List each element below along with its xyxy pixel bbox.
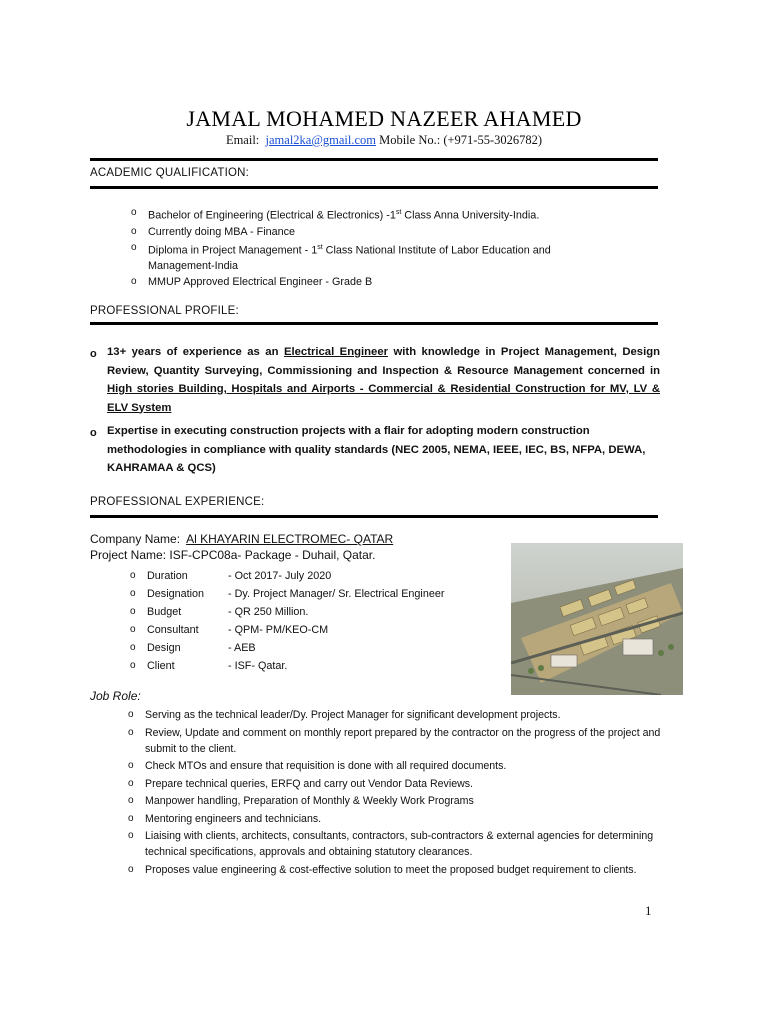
section-rule <box>90 515 658 518</box>
company-label: Company Name: <box>90 532 181 546</box>
list-item: o Mentoring engineers and technicians. <box>128 812 322 825</box>
email-link[interactable]: jamal2ka@gmail.com <box>265 133 376 147</box>
section-title-academic: ACADEMIC QUALIFICATION: <box>90 167 250 179</box>
academic-item-4: MMUP Approved Electrical Engineer - Grade B <box>148 276 373 289</box>
list-item: o Check MTOs and ensure that requisition is done with all required documents. <box>128 760 507 772</box>
page-number: 1 <box>645 903 652 918</box>
job-role-list <box>128 707 668 878</box>
contact-line <box>0 133 768 148</box>
academic-item-2: Currently doing MBA - Finance <box>148 225 296 238</box>
project-name: ISF-CPC08a- Package - Duhail, Qatar. <box>169 548 376 562</box>
list-item: o Review, Update and comment on monthly report prepared by the contractor on the progress of the project and submit to the client. <box>128 726 661 755</box>
email-label: Email: <box>225 133 260 147</box>
resume-name: JAMAL MOHAMED NAZEER AHAMED <box>186 106 582 131</box>
list-item: o Serving as the technical leader/Dy. Project Manager for significant development projects. <box>128 709 561 721</box>
section-rule <box>90 186 658 189</box>
project-line <box>90 548 375 562</box>
list-item: o Proposes value engineering & cost-effective solution to meet the proposed budget requirement to clients. <box>128 863 637 876</box>
list-item: o Liaising with clients, architects, consultants, contractors, sub-contractors & external agencies for determining technical specifications, approvals and obtaining statutory clearances. <box>128 830 654 858</box>
list-item: o Manpower handling, Preparation of Monthly & Weekly Work Programs <box>128 795 474 807</box>
list-item: o Bachelor of Engineering (Electrical & Electronics) -1st Class Anna University-India. <box>131 207 540 222</box>
list-item: o MMUP Approved Electrical Engineer - Grade B <box>131 276 373 289</box>
project-aerial-image <box>511 543 683 695</box>
list-item: o Diploma in Project Management - 1st Class National Institute of Labor Education and Management-India <box>131 241 551 273</box>
project-label: Project Name: <box>90 548 167 562</box>
section-rule <box>90 322 658 325</box>
list-item: o Prepare technical queries, ERFQ and carry out Vendor Data Reviews. <box>128 777 473 790</box>
list-item: o Currently doing MBA - Finance <box>131 225 296 238</box>
academic-list <box>131 205 611 290</box>
section-title-profile: PROFESSIONAL PROFILE: <box>90 305 239 317</box>
company-line <box>90 532 393 546</box>
section-rule <box>90 158 658 161</box>
profile-point-1: o 13+ years of experience as an Electrical Engineer with knowledge in Project Management, Design Review, Quantity Surveying, Commissioning and Inspection & Resource Management concerned in High stories Building, Hospitals and Airports - Commercial & Residential Construction for MV, LV & ELV System <box>90 346 661 414</box>
mobile-number: (+971-55-3026782) <box>443 133 543 147</box>
mobile-label: Mobile No.: <box>379 133 441 147</box>
company-name: Al KHAYARIN ELECTROMEC- QATAR <box>186 532 394 546</box>
job-role-label: Job Role: <box>90 689 141 703</box>
profile-point-2: o Expertise in executing construction projects with a flair for adopting modern construction methodologies in compliance with quality standards (NEC 2005, NEMA, IEEE, IEC, BS, NFPA, DEWA, KAHRAMAA & QCS) <box>90 425 646 474</box>
section-title-experience: PROFESSIONAL EXPERIENCE: <box>90 496 265 508</box>
